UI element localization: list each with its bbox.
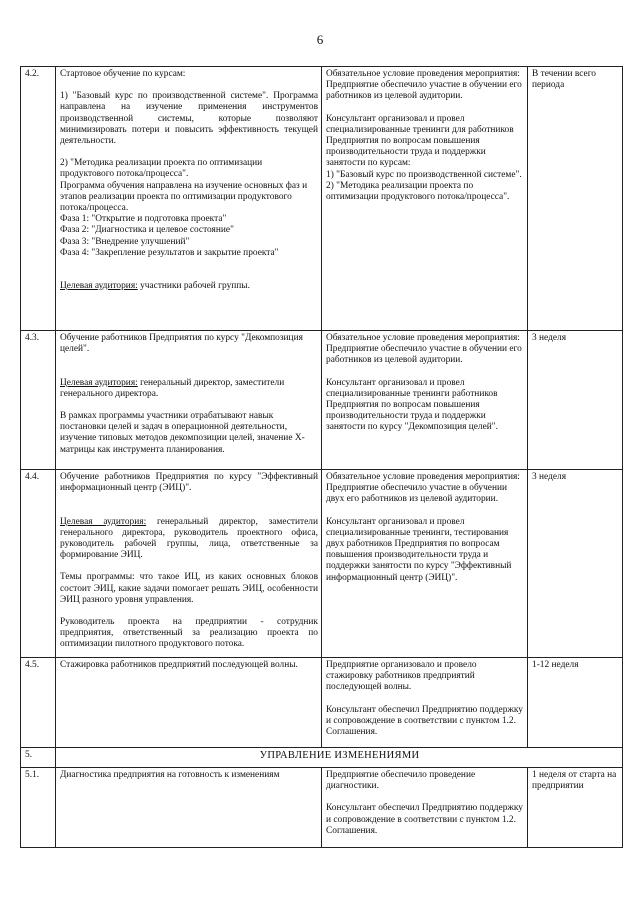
activity-cell — [56, 658, 322, 748]
row-number: 5.1. — [21, 768, 56, 848]
activity-cell — [56, 331, 322, 470]
result-text: Консультант организовал и провел специализированные тренинги, тестирования двух работников Предприятия по вопросам повышения производительности труда и поддержки занятости по курсу "Эффективный информационный центр (ЭИЦ)". — [326, 516, 512, 583]
section-title: УПРАВЛЕНИЕ ИЗМЕНЕНИЯМИ — [56, 748, 623, 768]
audience-text: генеральный директор, заместители генерального директора. — [60, 377, 285, 399]
audience-label: Целевая аудитория: — [60, 281, 138, 292]
result-text: Консультант обеспечил Предприятию поддержку и сопровождение в соответствии с пунктом 1.2. Соглашения. — [326, 803, 523, 836]
term-cell: 1-12 неделя — [528, 658, 623, 748]
table-row — [21, 331, 623, 470]
activity-text: Обучение работников Предприятия по курсу "Эффективный информационный центр (ЭИЦ)". — [60, 472, 318, 494]
table-row — [21, 470, 623, 658]
result-text: Обязательное условие проведения мероприятия: Предприятие обеспечило участие в обучении его работников из целевой аудитории. — [326, 333, 522, 366]
result-text: Предприятие организовало и провело стажировку работников предприятий последующей волны. — [326, 660, 477, 693]
result-cell — [322, 67, 528, 331]
activity-text: Руководитель проекта на предприятии - сотрудник предприятия, ответственный за реализацию проекта по оптимизации пилотного продуктового потока. — [60, 617, 318, 650]
term-cell: В течении всего периода — [528, 67, 623, 331]
result-text: Обязательное условие проведения мероприятия: Предприятие обеспечило участие в обучении двух его работников из целевой аудитории. — [326, 472, 520, 505]
audience-text: генеральный директор, заместители генерального директора, руководитель проектного офиса, руководитель рабочей группы, лица, ответственные за формирование ЭИЦ. — [60, 516, 318, 561]
activity-text: Обучение работников Предприятия по курсу "Декомпозиция целей". — [60, 333, 303, 355]
result-text: Консультант организовал и провел специализированные тренинги работников Предприятия по вопросам повышения производительности труда и поддержки занятости по курсу "Декомпозиция целей". — [326, 377, 498, 433]
result-text: Обязательное условие проведения мероприятия: Предприятие обеспечило участие в обучении его работников из целевой аудитории. — [326, 69, 522, 102]
result-text: Консультант обеспечил Предприятию поддержку и сопровождение в соответствии с пунктом 1.2. Соглашения. — [326, 704, 523, 738]
activity-text: 1) "Базовый курс по производственной системе". Программа направлена на изучение применения инструментов производственной системы, которые позволяют минимизировать потери и повысить эффективность текущей деятельности. — [60, 91, 318, 147]
audience-label: Целевая аудитория: — [60, 516, 147, 527]
term-cell: 3 неделя — [528, 470, 623, 658]
row-number: 4.4. — [21, 470, 56, 658]
row-number: 4.2. — [21, 67, 56, 331]
result-cell — [322, 658, 528, 748]
table-row — [21, 768, 623, 848]
activity-text: Стажировка работников предприятий последующей волны. — [60, 660, 298, 670]
table-row — [21, 67, 623, 331]
row-number: 4.3. — [21, 331, 56, 470]
result-cell — [322, 470, 528, 658]
audience-label: Целевая аудитория: — [60, 377, 138, 388]
activity-cell: Диагностика предприятия на готовность к изменениям — [56, 768, 322, 848]
activity-text: Темы программы: что такое ИЦ, из каких основных блоков состоит ЭИЦ, какие задачи помогает решать ЭИЦ, особенности ЭИЦ разного уровня управления. — [60, 572, 318, 605]
term-cell: 3 неделя — [528, 331, 623, 470]
table-row — [21, 658, 623, 748]
section-row — [21, 748, 623, 768]
action-plan-table — [20, 66, 623, 848]
term-cell: 1 неделя от старта на предприятии — [528, 768, 623, 848]
activity-text: Стартовое обучение по курсам: — [60, 69, 186, 79]
activity-text: 2) "Методика реализации проекта по оптимизации продуктового потока/процесса". Программа обучения направлена на изучение основных фаз и этапов реализации проекта по оптимизации продуктового потока/процесса. Фаза 1: "Открытие и подготовка проекта" Фаза 2: "Диагностика и целевое состояние" Фаза 3: "Внедрение улучшений" Фаза 4: "Закрепление результатов и закрытие проекта" — [60, 158, 308, 258]
activity-cell — [56, 470, 322, 658]
result-text: Предприятие обеспечило проведение диагностики. — [326, 770, 476, 792]
activity-cell — [56, 67, 322, 331]
audience-text: участники рабочей группы. — [137, 281, 250, 292]
section-number: 5. — [21, 748, 56, 768]
result-cell — [322, 768, 528, 848]
row-number: 4.5. — [21, 658, 56, 748]
page-number: 6 — [316, 32, 324, 47]
result-text: Консультант организовал и провел специализированные тренинги для работников Предприятия по вопросам повышения производительности труда и поддержки занятости по курсам: 1) "Базовый курс по производственной системе". 2) "Методика реализации проекта по оптимизации продуктового потока/процесса". — [326, 113, 522, 203]
result-cell — [322, 331, 528, 470]
activity-text: В рамках программы участники отрабатывают навык постановки целей и задач в операционной деятельности, изучение типовых методов декомпозиции целей, значение Х-матрицы как инструмента планирования. — [60, 411, 305, 455]
